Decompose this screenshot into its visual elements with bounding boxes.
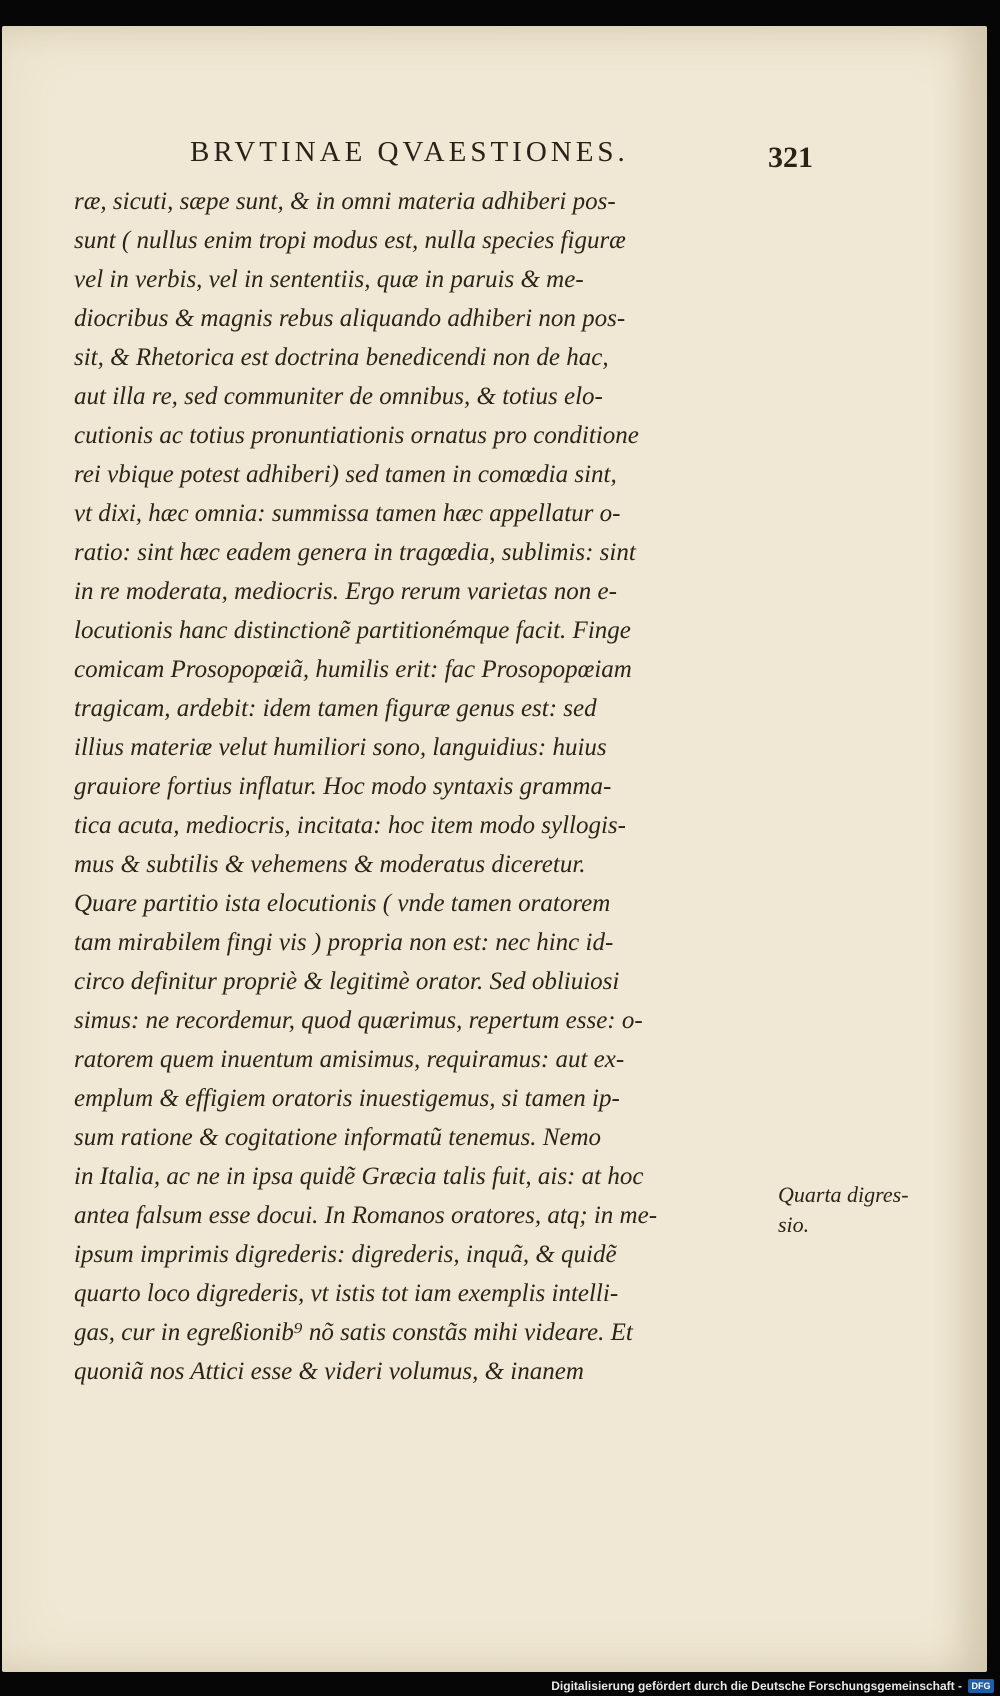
text-line: quoniã nos Attici esse & videri volumus, & inanem [74, 1358, 584, 1385]
text-line: vel in verbis, vel in sententiis, quæ in paruis & me- [74, 266, 584, 293]
text-line: locutionis hanc distinctionẽ partitionémque facit. Finge [74, 617, 631, 644]
text-line: ratio: sint hæc eadem genera in tragœdia, sublimis: sint [74, 539, 636, 566]
text-line: tica acuta, mediocris, incitata: hoc item modo syllogis- [74, 812, 626, 839]
text-line: grauiore fortius inflatur. Hoc modo syntaxis gramma- [74, 773, 612, 800]
text-line: illius materiæ velut humiliori sono, languidius: huius [74, 734, 607, 761]
body-text [74, 182, 774, 1391]
page-number: 321 [768, 141, 813, 174]
text-line: in Italia, ac ne in ipsa quidẽ Græcia talis fuit, ais: at hoc [74, 1163, 644, 1190]
text-line: cutionis ac totius pronuntiationis ornatus pro conditione [74, 422, 639, 449]
text-line: ratorem quem inuentum amisimus, requiramus: aut ex- [74, 1046, 625, 1073]
text-line: tragicam, ardebit: idem tamen figuræ genus est: sed [74, 695, 597, 722]
text-line: sit, & Rhetorica est doctrina benedicendi non de hac, [74, 344, 609, 371]
text-line: mus & subtilis & vehemens & moderatus diceretur. [74, 851, 586, 878]
text-line: sunt ( nullus enim tropi modus est, nulla species figuræ [74, 227, 626, 254]
text-line: rei vbique potest adhiberi) sed tamen in comœdia sint, [74, 461, 617, 488]
margin-note: Quarta digres-sio. [778, 1182, 909, 1237]
text-line: simus: ne recordemur, quod quærimus, repertum esse: o- [74, 1007, 643, 1034]
text-line: quarto loco digrederis, vt istis tot iam exemplis intelli- [74, 1280, 619, 1307]
text-line: Quare partitio ista elocutionis ( vnde tamen oratorem [74, 890, 611, 917]
text-line: tam mirabilem fingi vis ) propria non est: nec hinc id- [74, 929, 614, 956]
text-line: sum ratione & cogitatione informatũ tenemus. Nemo [74, 1124, 602, 1151]
text-line: in re moderata, mediocris. Ergo rerum varietas non e- [74, 578, 617, 605]
text-line: antea falsum esse docui. In Romanos oratores, atq; in me- [74, 1202, 658, 1229]
digitization-credit: Digitalisierung gefördert durch die Deutsche Forschungsgemeinschaft - [551, 1679, 962, 1693]
text-line: emplum & effigiem oratoris inuestigemus, si tamen ip- [74, 1085, 620, 1112]
text-line: diocribus & magnis rebus aliquando adhiberi non pos- [74, 305, 626, 332]
running-head: BRVTINAE QVAESTIONES. [190, 136, 629, 168]
text-line: gas, cur in egreßionib⁹ nõ satis constãs mihi videare. Et [74, 1319, 633, 1346]
text-line: circo definitur propriè & legitimè orator. Sed obliuiosi [74, 968, 620, 995]
text-line: aut illa re, sed communiter de omnibus, & totius elo- [74, 383, 603, 410]
text-line: ipsum imprimis digrederis: digrederis, inquã, & quidẽ [74, 1241, 617, 1268]
text-line: comicam Prosopopœiã, humilis erit: fac Prosopopœiam [74, 656, 632, 683]
dfg-logo: DFG [968, 1679, 994, 1693]
text-line: ræ, sicuti, sæpe sunt, & in omni materia adhiberi pos- [74, 188, 616, 215]
text-line: vt dixi, hæc omnia: summissa tamen hæc appellatur o- [74, 500, 621, 527]
